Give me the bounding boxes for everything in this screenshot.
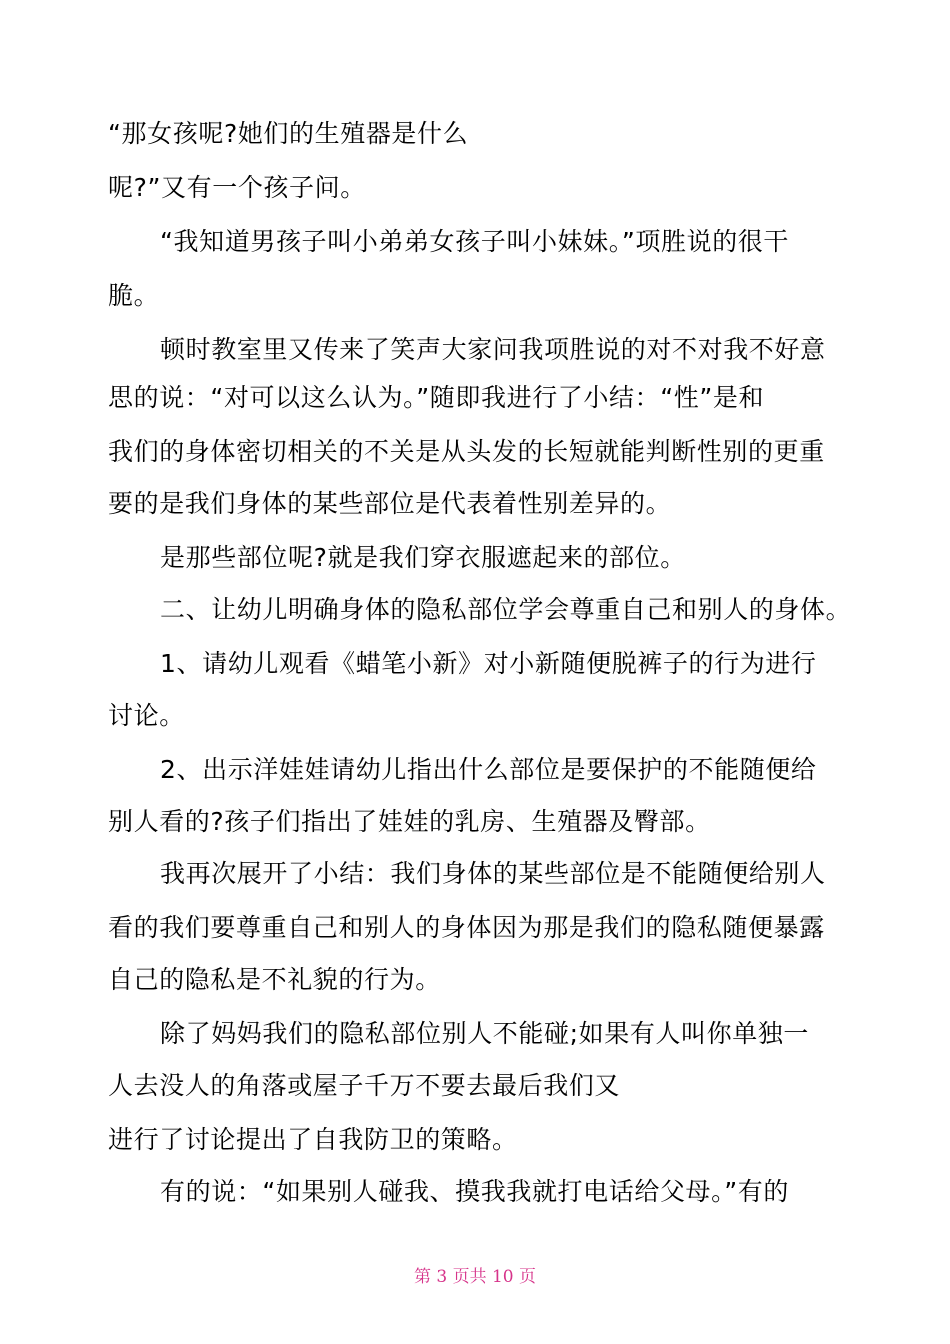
- text-line: 进行了讨论提出了自我防卫的策略。: [108, 1125, 518, 1154]
- text-line: 脆。: [108, 281, 160, 310]
- text-line: 我再次展开了小结：我们身体的某些部位是不能随便给别人: [160, 859, 826, 888]
- text-line: 自己的隐私是不礼貌的行为。: [108, 965, 441, 994]
- text-line: 呢?”又有一个孩子问。: [108, 173, 366, 202]
- text-line: 除了妈妈我们的隐私部位别人不能碰;如果有人叫你单独一: [160, 1019, 810, 1048]
- text-line: 别人看的?孩子们指出了娃娃的乳房、生殖器及臀部。: [108, 807, 711, 836]
- text-line: 我们的身体密切相关的不关是从头发的长短就能判断性别的更重: [108, 437, 825, 466]
- text-line: “我知道男孩子叫小弟弟女孩子叫小妹妹。”项胜说的很干: [160, 227, 790, 256]
- page-number-footer: 第 3 页共 10 页: [413, 1267, 537, 1287]
- text-line: 有的说：“如果别人碰我、摸我我就打电话给父母。”有的: [160, 1177, 790, 1206]
- text-line: 是那些部位呢?就是我们穿衣服遮起来的部位。: [160, 543, 686, 572]
- text-line: 讨论。: [108, 701, 185, 730]
- text-line: 二、让幼儿明确身体的隐私部位学会尊重自己和别人的身体。: [160, 595, 852, 624]
- text-line: 要的是我们身体的某些部位是代表着性别差异的。: [108, 489, 672, 518]
- text-line: 1、请幼儿观看《蜡笔小新》对小新随便脱裤子的行为进行: [160, 649, 817, 678]
- text-line: 人去没人的角落或屋子千万不要去最后我们又: [108, 1071, 621, 1100]
- text-line: “那女孩呢?她们的生殖器是什么: [108, 119, 469, 148]
- text-line: 顿时教室里又传来了笑声大家问我项胜说的对不对我不好意: [160, 335, 826, 364]
- text-line: 看的我们要尊重自己和别人的身体因为那是我们的隐私随便暴露: [108, 913, 825, 942]
- text-line: 思的说：“对可以这么认为。”随即我进行了小结：“性”是和: [108, 383, 765, 412]
- text-line: 2、出示洋娃娃请幼儿指出什么部位是要保护的不能随便给: [160, 755, 817, 784]
